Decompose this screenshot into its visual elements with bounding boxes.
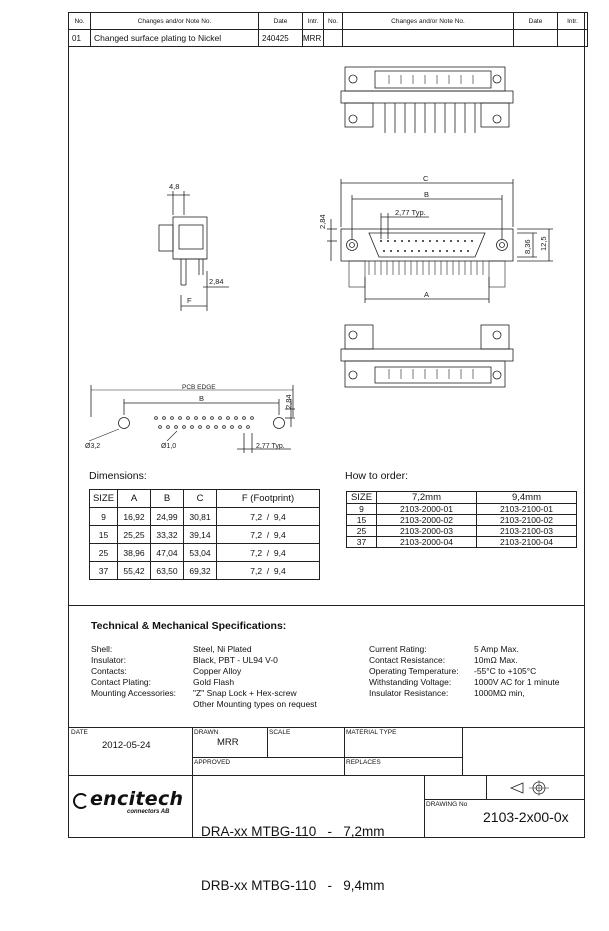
how-to-order-title: How to order: <box>345 470 409 482</box>
dim-2-84-pcb: 2,84 <box>284 394 293 409</box>
order-cell: 37 <box>347 537 377 548</box>
dim-2-77-front: 2,77 Typ. <box>395 208 426 217</box>
part-line-1: DRA-xx MTBG-110 - 7,2mm <box>201 824 385 839</box>
dim-header-b: B <box>151 490 184 508</box>
material-label: MATERIAL TYPE <box>346 729 397 736</box>
specs-left-values <box>193 644 317 710</box>
dim-cell: 25 <box>90 544 118 562</box>
rev-date: 240425 <box>259 30 303 47</box>
dim-cell: 25,25 <box>118 526 151 544</box>
approved-label: APPROVED <box>194 759 231 766</box>
dim-cell: 47,04 <box>151 544 184 562</box>
scale-label: SCALE <box>269 729 291 736</box>
dim-cell: 69,32 <box>184 562 217 580</box>
technical-drawing <box>69 49 586 469</box>
spec-label: Current Rating: <box>369 644 427 654</box>
spec-label: Shell: <box>91 644 113 654</box>
rev-header-changes: Changes and/or Note No. <box>91 13 259 30</box>
rev-header-changes2: Changes and/or Note No. <box>343 13 514 30</box>
dim-cell: 38,96 <box>118 544 151 562</box>
dim-cell: 7,2 / 9,4 <box>217 562 320 580</box>
dim-2-84-front: 2,84 <box>318 214 327 229</box>
spec-value: Copper Alloy <box>193 666 242 676</box>
section-divider <box>69 605 584 606</box>
specs-right-values <box>474 644 560 699</box>
dim-header-c: C <box>184 490 217 508</box>
order-cell: 2103-2100-01 <box>477 504 577 515</box>
connector-side-view <box>159 191 229 311</box>
table-row <box>347 504 577 515</box>
table-row <box>347 526 577 537</box>
drawing-no-label: DRAWING No <box>426 801 468 808</box>
dim-cell: 39,14 <box>184 526 217 544</box>
table-row <box>90 526 320 544</box>
order-cell: 2103-2000-03 <box>377 526 477 537</box>
dim-cell: 7,2 / 9,4 <box>217 508 320 526</box>
order-header-size: SIZE <box>347 492 377 504</box>
spec-label: Withstanding Voltage: <box>369 677 452 687</box>
part-line-2: DRB-xx MTBG-110 - 9,4mm <box>201 878 385 893</box>
contact-pins-top <box>385 103 475 133</box>
specs-left-labels <box>91 644 176 699</box>
drawn-value: MRR <box>217 737 239 748</box>
rev-header-date: Date <box>259 13 303 30</box>
connector-front-view <box>327 179 553 303</box>
dim-cell: 33,32 <box>151 526 184 544</box>
rev-no: 01 <box>69 30 91 47</box>
dimensions-title: Dimensions: <box>89 470 147 482</box>
dim-f: F <box>187 296 192 305</box>
rev-header-no2: No. <box>324 13 343 30</box>
dim-cell: 16,92 <box>118 508 151 526</box>
dim-cell: 15 <box>90 526 118 544</box>
revision-table <box>68 12 588 47</box>
dim-header-size: SIZE <box>90 490 118 508</box>
rev-header-intr2: Intr. <box>558 13 588 30</box>
spec-value: 1000V AC for 1 minute <box>474 677 560 687</box>
table-row <box>90 508 320 526</box>
order-cell: 15 <box>347 515 377 526</box>
spec-label: Mounting Accessories: <box>91 688 177 698</box>
order-cell: 2103-2100-04 <box>477 537 577 548</box>
specs-right-labels <box>369 644 459 699</box>
spec-value: -55°C to +105°C <box>474 666 537 676</box>
order-cell: 2103-2000-02 <box>377 515 477 526</box>
specs-title: Technical & Mechanical Specifications: <box>91 620 287 632</box>
dim-cell: 63,50 <box>151 562 184 580</box>
order-header-9-4: 9,4mm <box>477 492 577 504</box>
spec-value: 5 Amp Max. <box>474 644 519 654</box>
dim-c: C <box>423 174 429 183</box>
order-cell: 2103-2000-04 <box>377 537 477 548</box>
dim-cell: 7,2 / 9,4 <box>217 544 320 562</box>
table-row <box>347 537 577 548</box>
connector-bottom-view <box>341 325 513 387</box>
dim-2-77-pcb: 2,77 Typ. <box>256 443 285 450</box>
dim-cell: 24,99 <box>151 508 184 526</box>
spec-label: Insulator: <box>91 655 126 665</box>
spec-value: Black, PBT - UL94 V-0 <box>193 655 278 665</box>
drawing-number: 2103-2x00-0x <box>483 809 569 825</box>
rev-header-no: No. <box>69 13 91 30</box>
connector-top-view <box>341 67 513 133</box>
table-row <box>90 544 320 562</box>
dim-cell: 30,81 <box>184 508 217 526</box>
order-cell: 2103-2100-02 <box>477 515 577 526</box>
dia-3-2: Ø3,2 <box>85 443 101 450</box>
order-cell: 25 <box>347 526 377 537</box>
dim-header-a: A <box>118 490 151 508</box>
dim-12-5: 12,5 <box>539 236 548 251</box>
pcb-edge-label: PCB EDGE <box>182 384 216 391</box>
table-row <box>347 515 577 526</box>
order-cell: 9 <box>347 504 377 515</box>
spec-value: Steel, Ni Plated <box>193 644 252 654</box>
spec-label: Contact Resistance: <box>369 655 446 665</box>
dim-cell: 55,42 <box>118 562 151 580</box>
order-cell: 2103-2100-03 <box>477 526 577 537</box>
dia-1-0: Ø1,0 <box>161 443 177 450</box>
rev-intr: MRR <box>303 30 324 47</box>
dim-cell: 37 <box>90 562 118 580</box>
dim-header-f: F (Footprint) <box>217 490 320 508</box>
date-value: 2012-05-24 <box>102 740 151 751</box>
spec-value: Other Mounting types on request <box>193 699 317 709</box>
rev-change: Changed surface plating to Nickel <box>91 30 259 47</box>
part-numbers <box>201 787 385 931</box>
spec-label: Insulator Resistance: <box>369 688 449 698</box>
company-name: encitech <box>90 788 184 810</box>
dim-4-8: 4,8 <box>169 182 180 191</box>
dim-b-pcb: B <box>199 394 205 403</box>
spec-value: 10mΩ Max. <box>474 655 518 665</box>
dim-8-36: 8,36 <box>523 239 532 254</box>
logo-swirl-icon <box>73 793 89 809</box>
replaces-label: REPLACES <box>346 759 381 766</box>
drawn-label: DRAWN <box>194 729 219 736</box>
spec-value: "Z" Snap Lock + Hex-screw <box>193 688 297 698</box>
date-label: DATE <box>71 729 88 736</box>
order-header-7-2: 7,2mm <box>377 492 477 504</box>
projection-symbol-icon <box>509 779 553 797</box>
dim-2-84-side: 2,84 <box>209 277 224 286</box>
spec-value: 1000MΩ min, <box>474 688 525 698</box>
dimensions-table <box>89 489 320 580</box>
dim-cell: 7,2 / 9,4 <box>217 526 320 544</box>
drawing-sheet <box>68 12 585 893</box>
order-cell: 2103-2000-01 <box>377 504 477 515</box>
dim-b: B <box>424 190 430 199</box>
company-subtitle: connectors AB <box>127 809 170 815</box>
spec-value: Gold Flash <box>193 677 235 687</box>
dim-cell: 53,04 <box>184 544 217 562</box>
dim-cell: 9 <box>90 508 118 526</box>
spec-label: Contacts: <box>91 666 127 676</box>
order-table <box>346 491 577 548</box>
dim-a: A <box>424 290 430 299</box>
table-row <box>90 562 320 580</box>
rev-header-date2: Date <box>514 13 558 30</box>
spec-label: Contact Plating: <box>91 677 152 687</box>
revision-row <box>69 30 588 47</box>
spec-label: Operating Temperature: <box>369 666 459 676</box>
rev-header-intr: Intr. <box>303 13 324 30</box>
